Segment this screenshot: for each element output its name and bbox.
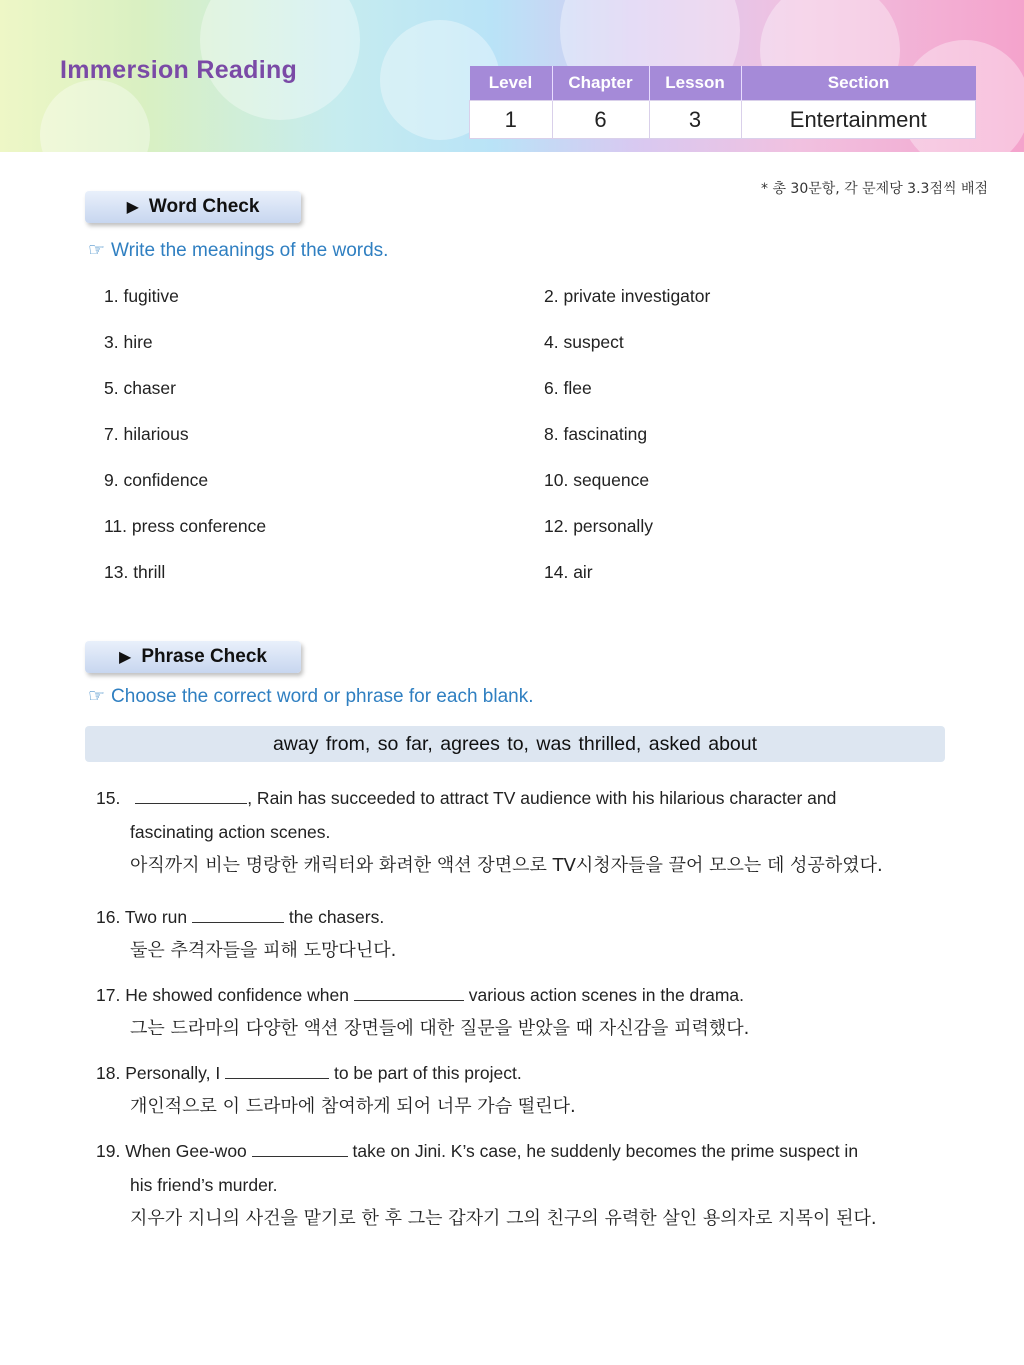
word-item: 6. flee — [544, 378, 592, 398]
word-item: 14. air — [544, 562, 593, 582]
pointing-hand-icon: ☞ — [88, 240, 106, 261]
decor-bubble — [40, 80, 150, 152]
play-triangle-icon: ▶ — [126, 199, 139, 216]
word-check-instruction — [88, 239, 388, 262]
word-item: 11. press conference — [104, 516, 267, 536]
question-19-translation: 지우가 지니의 사건을 맡기로 한 후 그는 갑자기 그의 친구의 유력한 살인 용의자로 지목이 된다. — [130, 1208, 877, 1229]
brand-title: Immersion Reading — [60, 56, 298, 84]
col-section: Section — [741, 66, 976, 101]
question-17-translation: 그는 드라마의 다양한 액션 장면들에 대한 질문을 받았을 때 자신감을 피력했다. — [130, 1018, 750, 1039]
question-17 — [96, 978, 744, 1012]
question-text: When Gee-woo — [125, 1141, 247, 1161]
col-chapter: Chapter — [552, 66, 649, 101]
question-text: take on Jini. K’s case, he suddenly becomes the prime suspect in — [352, 1141, 859, 1161]
question-text: various action scenes in the drama. — [468, 985, 745, 1005]
question-number: 17. — [96, 985, 121, 1005]
play-triangle-icon: ▶ — [119, 649, 132, 666]
word-item: 13. thrill — [104, 562, 166, 582]
answer-blank[interactable] — [354, 982, 464, 1001]
word-item: 1. fugitive — [104, 286, 179, 306]
phrase-check-button — [85, 641, 301, 673]
question-16-translation: 둘은 추격자들을 피해 도망다닌다. — [130, 940, 397, 961]
question-15-continuation: fascinating action scenes. — [130, 822, 331, 842]
word-item: 12. personally — [544, 516, 653, 536]
question-text: the chasers. — [288, 907, 385, 927]
value-level: 1 — [470, 101, 553, 139]
word-bank: away from, so far, agrees to, was thrilled, asked about — [85, 726, 945, 762]
question-15-translation: 아직까지 비는 명랑한 캐릭터와 화려한 액션 장면으로 TV시청자들을 끌어 모으는 데 성공하였다. — [130, 855, 883, 876]
word-item: 4. suspect — [544, 332, 624, 352]
question-text: Personally, I — [125, 1063, 221, 1083]
word-item: 8. fascinating — [544, 424, 648, 444]
phrase-check-instruction — [88, 685, 534, 708]
question-number: 16. — [96, 907, 121, 927]
answer-blank[interactable] — [192, 904, 284, 923]
col-level: Level — [470, 66, 553, 101]
word-check-label: Word Check — [148, 196, 260, 217]
answer-blank[interactable] — [225, 1060, 329, 1079]
question-text: , Rain has succeeded to attract TV audience with his hilarious character and — [247, 788, 837, 808]
word-item: 2. private investigator — [544, 286, 711, 306]
word-item: 10. sequence — [544, 470, 650, 490]
question-15 — [96, 781, 836, 815]
phrase-check-instruction-text: Choose the correct word or phrase for each blank. — [111, 686, 534, 707]
question-text: He showed confidence when — [125, 985, 349, 1005]
question-text: Two run — [124, 907, 188, 927]
word-item: 3. hire — [104, 332, 153, 352]
word-item: 7. hilarious — [104, 424, 189, 444]
word-check-button — [85, 191, 301, 223]
question-19 — [96, 1134, 858, 1168]
value-chapter: 6 — [552, 101, 649, 139]
question-18 — [96, 1056, 522, 1090]
question-number: 18. — [96, 1063, 121, 1083]
question-16 — [96, 900, 384, 934]
question-text: to be part of this project. — [333, 1063, 522, 1083]
word-item: 9. confidence — [104, 470, 209, 490]
question-number: 15. — [96, 788, 121, 808]
answer-blank[interactable] — [135, 785, 247, 804]
header-banner — [0, 0, 1024, 152]
lesson-info-table — [469, 66, 976, 139]
phrase-check-label: Phrase Check — [141, 646, 267, 667]
pointing-hand-icon: ☞ — [88, 686, 106, 707]
col-lesson: Lesson — [649, 66, 741, 101]
question-18-translation: 개인적으로 이 드라마에 참여하게 되어 너무 가슴 떨린다. — [130, 1096, 576, 1117]
question-19-continuation: his friend’s murder. — [130, 1175, 278, 1195]
answer-blank[interactable] — [252, 1138, 348, 1157]
word-check-instruction-text: Write the meanings of the words. — [111, 240, 389, 261]
value-lesson: 3 — [649, 101, 741, 139]
score-note: * 총 30문항, 각 문제당 3.3점씩 배점 — [761, 181, 988, 197]
word-item: 5. chaser — [104, 378, 176, 398]
question-number: 19. — [96, 1141, 121, 1161]
value-section: Entertainment — [741, 101, 976, 139]
